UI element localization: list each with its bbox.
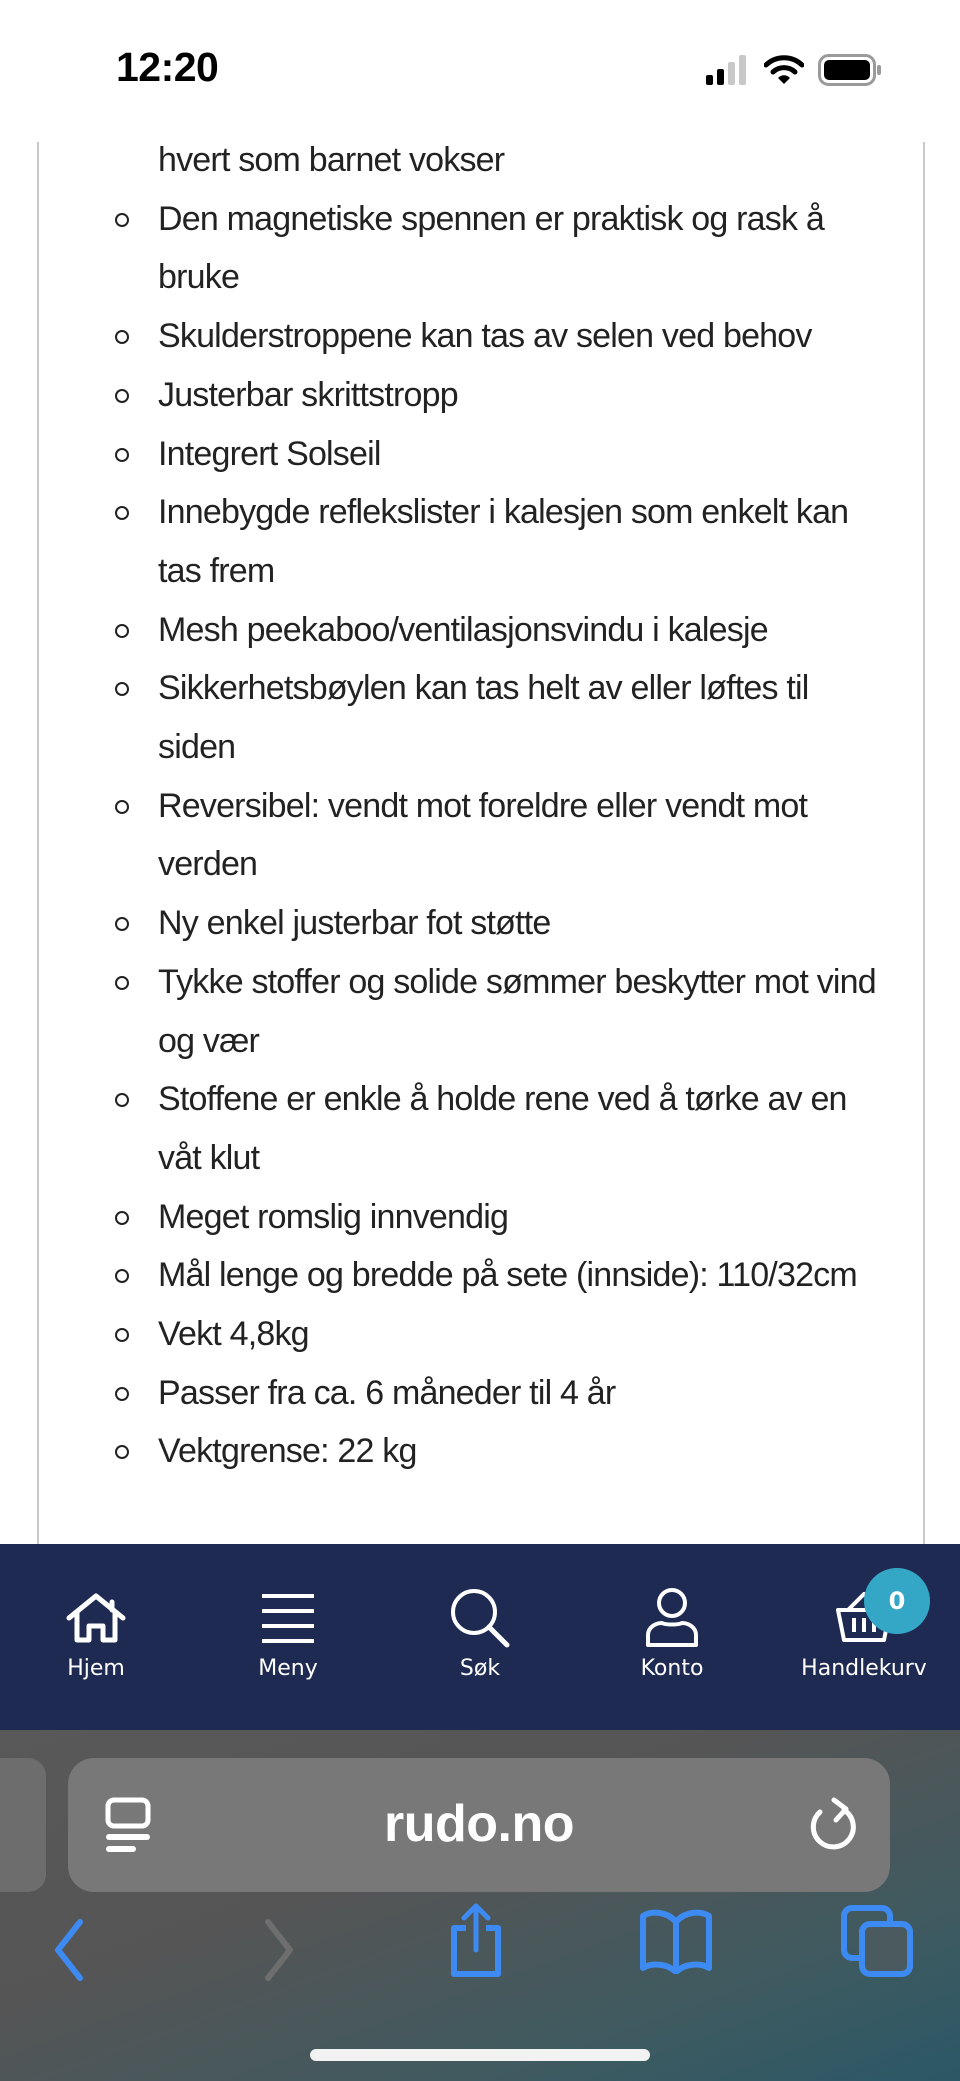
circle-bullet-icon <box>115 506 129 520</box>
circle-bullet-icon <box>115 800 129 814</box>
status-time: 12:20 <box>116 44 219 90</box>
feature-text: hvert som barnet vokser <box>158 142 505 179</box>
nav-item-account[interactable] <box>576 1544 768 1730</box>
forward-icon[interactable] <box>258 1918 298 1987</box>
nav-label-home: Hjem <box>67 1656 125 1681</box>
feature-text: Mesh peekaboo/ventilasjonsvindu i kalesje <box>158 610 768 649</box>
feature-list <box>39 142 923 1481</box>
feature-list-item <box>39 1305 923 1364</box>
nav-label-search: Søk <box>459 1656 501 1681</box>
circle-bullet-icon <box>115 624 129 638</box>
feature-list-item <box>39 142 923 190</box>
feature-text: Vektgrense: 22 kg <box>158 1432 417 1471</box>
feature-list-item <box>39 1246 923 1305</box>
feature-list-item <box>39 1070 923 1187</box>
feature-list-item <box>39 366 923 425</box>
nav-label-cart: Handlekurv <box>801 1656 927 1681</box>
circle-bullet-icon <box>115 389 129 403</box>
feature-list-item <box>39 953 923 1070</box>
back-icon[interactable] <box>50 1918 90 1987</box>
cellular-signal-icon <box>706 55 750 90</box>
browser-chrome <box>0 1730 960 2081</box>
feature-text: Sikkerhetsbøylen kan tas helt av eller løftes til siden <box>158 669 809 767</box>
feature-text: Den magnetiske spennen er praktisk og rask å bruke <box>158 199 824 297</box>
feature-text: Passer fra ca. 6 måneder til 4 år <box>158 1373 616 1412</box>
feature-text: Justerbar skrittstropp <box>158 375 458 414</box>
bookmarks-icon[interactable] <box>638 1908 714 1979</box>
share-icon[interactable] <box>444 1902 508 1985</box>
feature-text: Reversibel: vendt mot foreldre eller vendt mot verden <box>158 786 808 884</box>
circle-bullet-icon <box>115 1269 129 1283</box>
nav-label-account: Konto <box>640 1656 704 1681</box>
wifi-icon <box>764 55 804 90</box>
nav-item-cart[interactable] <box>768 1544 960 1730</box>
feature-text: Skulderstroppene kan tas av selen ved behov <box>158 317 812 356</box>
feature-list-item <box>39 1422 923 1481</box>
feature-list-item <box>39 425 923 484</box>
product-description-card <box>37 142 925 1544</box>
feature-text: Tykke stoffer og solide sømmer beskytter mot vind og vær <box>158 962 876 1060</box>
reload-icon[interactable] <box>808 1794 860 1859</box>
circle-bullet-icon <box>115 1093 129 1107</box>
feature-text: Vekt 4,8kg <box>158 1315 309 1354</box>
nav-item-menu[interactable] <box>192 1544 384 1730</box>
circle-bullet-icon <box>115 1211 129 1225</box>
account-icon <box>640 1588 704 1648</box>
circle-bullet-icon <box>115 330 129 344</box>
feature-text: Integrert Solseil <box>158 434 381 473</box>
nav-label-menu: Meny <box>258 1656 318 1681</box>
feature-list-item <box>39 659 923 776</box>
circle-bullet-icon <box>115 1445 129 1459</box>
nav-item-search[interactable] <box>384 1544 576 1730</box>
home-icon <box>64 1588 128 1648</box>
circle-bullet-icon <box>115 448 129 462</box>
feature-text: Mål lenge og bredde på sete (innside): 110/32cm <box>158 1256 857 1295</box>
search-icon <box>448 1588 512 1648</box>
circle-bullet-icon <box>115 976 129 990</box>
feature-text: Innebygde reflekslister i kalesjen som enkelt kan tas frem <box>158 493 849 590</box>
feature-text: Ny enkel justerbar fot støtte <box>158 904 551 943</box>
bottom-app-nav <box>0 1544 960 1730</box>
feature-list-item <box>39 894 923 953</box>
feature-list-item <box>39 190 923 307</box>
feature-list-item <box>39 601 923 660</box>
circle-bullet-icon <box>115 213 129 227</box>
address-bar[interactable] <box>68 1758 890 1892</box>
feature-list-item <box>39 307 923 366</box>
circle-bullet-icon <box>115 1328 129 1342</box>
feature-list-item <box>39 777 923 894</box>
circle-bullet-icon <box>115 917 129 931</box>
feature-list-item <box>39 1188 923 1247</box>
menu-icon <box>256 1588 320 1648</box>
browser-toolbar <box>0 1900 960 2010</box>
circle-bullet-icon <box>115 682 129 696</box>
status-icons <box>706 54 882 91</box>
nav-item-home[interactable] <box>0 1544 192 1730</box>
feature-list-item <box>39 1364 923 1423</box>
battery-icon <box>818 54 882 91</box>
home-indicator[interactable] <box>310 2049 650 2061</box>
feature-list-item <box>39 483 923 600</box>
previous-tab-pill[interactable] <box>0 1758 46 1892</box>
feature-text: Stoffene er enkle å holde rene ved å tørke av en våt klut <box>158 1080 847 1177</box>
url-text: rudo.no <box>383 1795 574 1853</box>
circle-bullet-icon <box>115 1387 129 1401</box>
feature-text: Meget romslig innvendig <box>158 1197 509 1236</box>
status-bar <box>0 0 960 142</box>
tabs-icon[interactable] <box>840 1904 916 1983</box>
cart-count-badge: 0 <box>864 1568 930 1634</box>
